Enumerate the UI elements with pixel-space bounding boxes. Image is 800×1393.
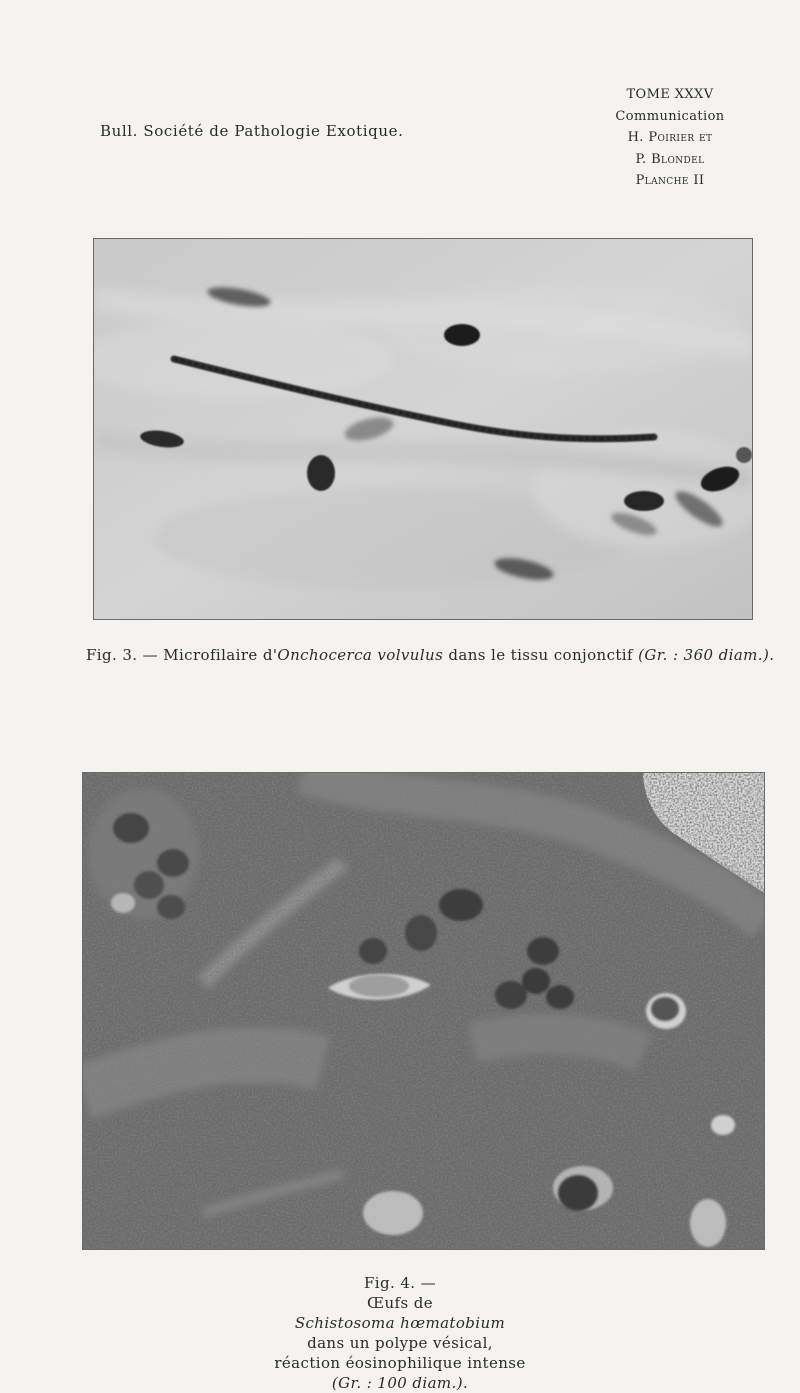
author-1: H. Poirier et xyxy=(627,130,713,145)
tome-number: TOME XXXV xyxy=(626,87,714,102)
figure-4-line-1 xyxy=(0,1273,800,1353)
figure-3-label: Fig. 3. — xyxy=(86,646,159,664)
figure-4-label: Fig. 4. — xyxy=(363,1274,437,1292)
plate-header xyxy=(600,84,740,192)
figure-4-line-2 xyxy=(0,1353,800,1393)
plate-number: Planche II xyxy=(635,173,705,188)
figure-4-micrograph xyxy=(82,772,765,1250)
author-2: P. Blondel xyxy=(635,151,705,167)
figure-3-caption xyxy=(86,646,786,664)
figure-3-magnification: (Gr. : 360 diam.). xyxy=(638,646,775,664)
communication-label: Communication xyxy=(615,108,725,124)
figure-3-species: Onchocerca volvulus xyxy=(277,646,444,664)
figure-4-species: Schistosoma hœmatobium xyxy=(294,1314,506,1332)
figure-4-text: Œufs de xyxy=(366,1294,433,1312)
figure-3-text-after: dans le tissu conjonctif xyxy=(443,646,639,664)
figure-4-line-2-text: réaction éosinophilique intense xyxy=(274,1354,526,1372)
figure-3-text: Microfilaire d' xyxy=(163,646,278,664)
figure-4-magnification: (Gr. : 100 diam.). xyxy=(331,1374,469,1392)
figure-4-caption xyxy=(0,1273,800,1393)
figure-4-text-after: dans un polype vésical, xyxy=(307,1334,493,1352)
figure-3-micrograph xyxy=(93,238,753,620)
journal-title: Bull. Société de Pathologie Exotique. xyxy=(100,122,404,140)
